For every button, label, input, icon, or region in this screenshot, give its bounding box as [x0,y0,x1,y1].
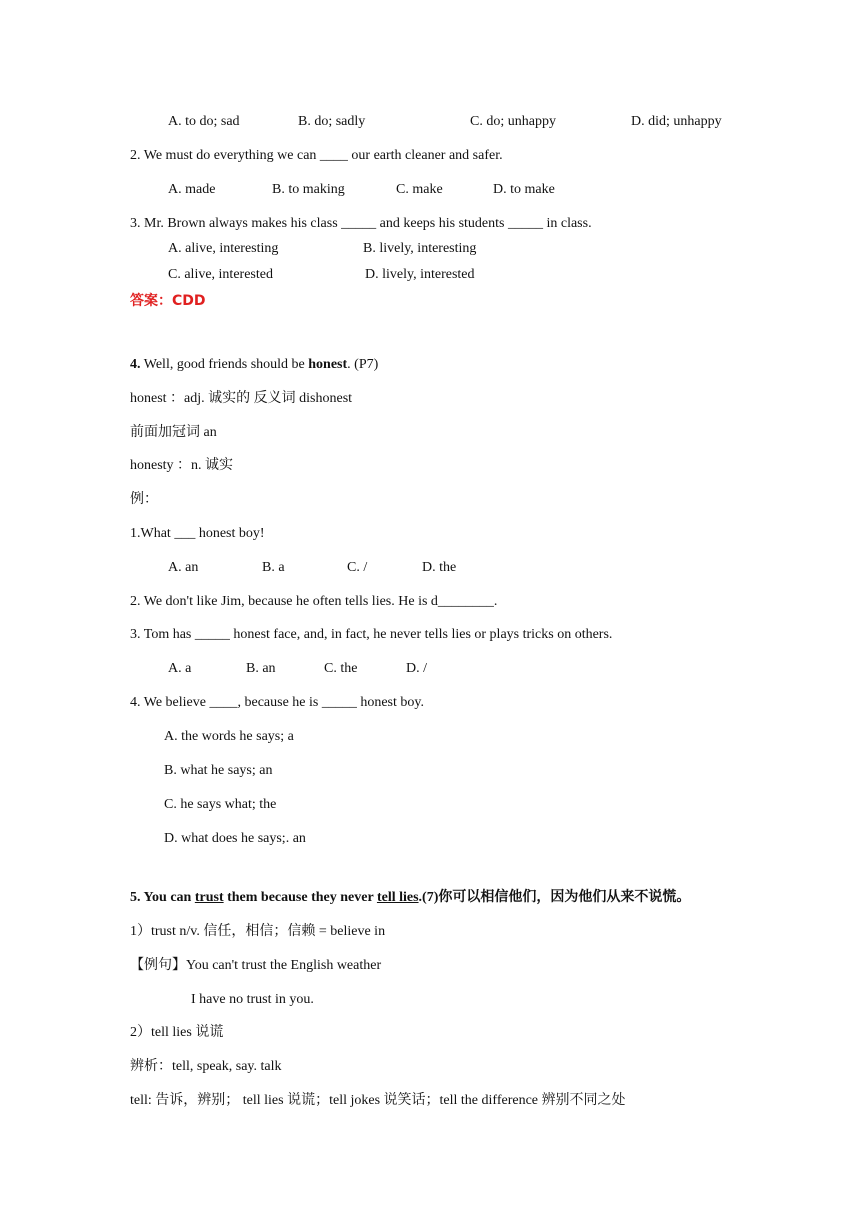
q3-option-c: C. alive, interested [168,267,273,282]
trust-definition: 1）trust n/v. 信任，相信；信赖 = believe in [130,924,386,939]
section4-keyword: honest [308,357,348,372]
section5-title-b: them because they never [223,890,377,905]
q2-option-c: C. make [396,182,443,197]
honest-definition: honest ：adj. 诚实的 反义词 dishonest [130,391,353,406]
ex3-option-b: B. an [246,661,276,676]
ex1-stem: 1.What ___ honest boy! [130,526,265,541]
ex4-stem: 4. We believe ____, because he is _____ honest boy. [130,695,424,710]
honesty-definition: honesty ：n. 诚实 [130,458,234,473]
example-sentence-label: 【例句】 [130,958,186,973]
q3-stem: 3. Mr. Brown always makes his class _____ and keeps his students _____ in class. [130,216,592,231]
ex1-option-c: C. / [347,560,368,575]
section5-title-c: .(7)你可以相信他们，因为他们从来不说慌。 [418,890,691,905]
q2-option-d: D. to make [493,182,555,197]
ex4-option-c: C. he says what; the [164,797,277,812]
section4-pre: Well, good friends should be [140,357,309,372]
q2-stem: 2. We must do everything we can ____ our earth cleaner and safer. [130,148,503,163]
example-sentence-2: I have no trust in you. [191,992,314,1007]
ex3-stem: 3. Tom has _____ honest face, and, in fact, he never tells lies or plays tricks on others. [130,627,613,642]
article-note: 前面加冠词 an [130,425,217,440]
q3-option-b: B. lively, interesting [363,241,477,256]
ex4-option-b: B. what he says; an [164,763,273,778]
tell-usage: tell: 告诉，辨别； tell lies 说谎；tell jokes 说笑话；tell the difference 辨别不同之处 [130,1093,626,1108]
q3-option-d: D. lively, interested [365,267,475,282]
q1-option-d: D. did; unhappy [631,114,722,129]
ex1-option-b: B. a [262,560,285,575]
q1-option-b: B. do; sadly [298,114,366,129]
example-sentence-1 [130,957,381,975]
ex3-option-a: A. a [168,661,192,676]
tell-lies-definition: 2）tell lies 说谎 [130,1025,224,1040]
ex1-option-d: D. the [422,560,457,575]
q1-option-a: A. to do; sad [168,114,240,129]
section4-post: . (P7) [347,357,379,372]
section5-keyword-trust: trust [194,890,224,905]
ex1-option-a: A. an [168,560,199,575]
ex3-option-c: C. the [324,661,358,676]
section4-title [130,356,378,374]
analysis-heading: 辨析：tell, speak, say. talk [130,1059,282,1074]
example-label: 例： [130,492,158,507]
answer-label: 答案：CDD [130,293,206,309]
example-sentence-text: You can't trust the English weather [186,958,382,973]
ex3-option-d: D. / [406,661,427,676]
section4-number: 4. [130,357,141,372]
section5-keyword-tell-lies: tell lies [376,890,419,905]
q2-option-b: B. to making [272,182,345,197]
section5-title [130,889,690,907]
q3-option-a: A. alive, interesting [168,241,279,256]
section5-title-a: 5. You can [130,890,195,905]
ex4-option-d: D. what does he says;. an [164,831,306,846]
ex4-option-a: A. the words he says; a [164,729,294,744]
ex2-stem: 2. We don't like Jim, because he often tells lies. He is d________. [130,594,498,609]
q1-option-c: C. do; unhappy [470,114,556,129]
q2-option-a: A. made [168,182,216,197]
